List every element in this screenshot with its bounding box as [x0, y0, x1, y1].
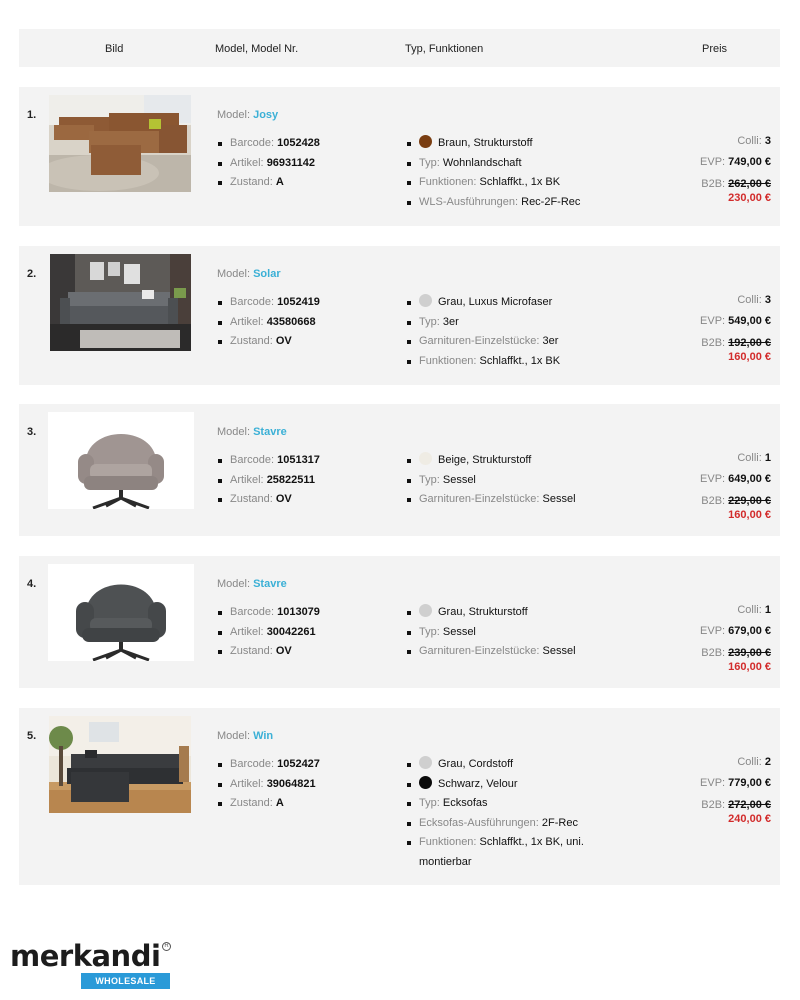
- funktionen-item: Funktionen: Schlaffkt., 1x BK, uni. montierbar: [406, 833, 626, 872]
- typ-item: Typ: Sessel: [406, 623, 576, 643]
- b2b-price: B2B: 239,00 € 160,00 €: [701, 647, 771, 673]
- color-item: Beige, Strukturstoff: [406, 451, 576, 471]
- barcode-item: Barcode: 1052419: [217, 293, 320, 313]
- row-number: 4.: [27, 578, 37, 590]
- merkandi-logo[interactable]: [10, 939, 169, 986]
- color-item: Braun, Strukturstoff: [406, 134, 580, 154]
- row-number: 5.: [27, 730, 37, 742]
- id-list: [217, 603, 320, 662]
- wls-item: WLS-Ausführungen: Rec-2F-Rec: [406, 193, 580, 213]
- barcode-item: Barcode: 1052427: [217, 755, 320, 775]
- colli: Colli: 1: [737, 604, 771, 616]
- b2b-price: B2B: 262,00 € 230,00 €: [701, 178, 771, 204]
- model-line: Model: Solar: [217, 268, 281, 280]
- colli: Colli: 3: [737, 135, 771, 147]
- zustand-item: Zustand: A: [217, 794, 320, 814]
- type-list: [406, 603, 576, 662]
- product-row: [19, 708, 780, 885]
- color-item: Schwarz, Velour: [406, 775, 626, 795]
- product-row: [19, 556, 780, 688]
- row-number: 1.: [27, 109, 37, 121]
- typ-item: Typ: Wohnlandschaft: [406, 154, 580, 174]
- evp-price: EVP: 749,00 €: [700, 156, 771, 168]
- zustand-item: Zustand: OV: [217, 332, 320, 352]
- model-line: Model: Josy: [217, 109, 279, 121]
- typ-item: Typ: 3er: [406, 313, 560, 333]
- garnituren-item: Garnituren-Einzelstücke: Sessel: [406, 490, 576, 510]
- color-item: Grau, Luxus Microfaser: [406, 293, 560, 313]
- color-swatch-icon: [419, 294, 432, 307]
- type-list: [406, 451, 576, 510]
- artikel-item: Artikel: 43580668: [217, 313, 320, 333]
- funktionen-item: Funktionen: Schlaffkt., 1x BK: [406, 352, 560, 372]
- product-row: [19, 404, 780, 536]
- id-list: [217, 755, 320, 814]
- product-image-corner-sofa[interactable]: [49, 716, 191, 813]
- registered-mark-icon: R: [162, 942, 171, 951]
- artikel-item: Artikel: 30042261: [217, 623, 320, 643]
- b2b-price: B2B: 229,00 € 160,00 €: [701, 495, 771, 521]
- colli: Colli: 2: [737, 756, 771, 768]
- evp-price: EVP: 549,00 €: [700, 315, 771, 327]
- color-swatch-icon: [419, 604, 432, 617]
- type-list: [406, 755, 626, 872]
- model-line: Model: Stavre: [217, 426, 287, 438]
- b2b-price: B2B: 272,00 € 240,00 €: [701, 799, 771, 825]
- artikel-item: Artikel: 39064821: [217, 775, 320, 795]
- evp-price: EVP: 649,00 €: [700, 473, 771, 485]
- row-number: 3.: [27, 426, 37, 438]
- colli: Colli: 3: [737, 294, 771, 306]
- zustand-item: Zustand: OV: [217, 490, 320, 510]
- id-list: [217, 451, 320, 510]
- header-model: Model, Model Nr.: [215, 43, 299, 55]
- product-row: [19, 87, 780, 226]
- typ-item: Typ: Sessel: [406, 471, 576, 491]
- barcode-item: Barcode: 1052428: [217, 134, 320, 154]
- garnituren-item: Garnituren-Einzelstücke: 3er: [406, 332, 560, 352]
- model-name[interactable]: Stavre: [253, 578, 287, 590]
- product-image-armchair-grey[interactable]: [48, 564, 194, 661]
- colli: Colli: 1: [737, 452, 771, 464]
- color-item: Grau, Strukturstoff: [406, 603, 576, 623]
- model-name[interactable]: Win: [253, 730, 274, 742]
- table-header: [19, 29, 780, 67]
- id-list: [217, 293, 320, 352]
- color-swatch-icon: [419, 776, 432, 789]
- model-line: Model: Stavre: [217, 578, 287, 590]
- evp-price: EVP: 779,00 €: [700, 777, 771, 789]
- b2b-price: B2B: 192,00 € 160,00 €: [701, 337, 771, 363]
- row-number: 2.: [27, 268, 37, 280]
- header-bild: Bild: [105, 43, 124, 55]
- model-name[interactable]: Josy: [253, 109, 279, 121]
- color-swatch-icon: [419, 452, 432, 465]
- header-preis: Preis: [702, 43, 728, 55]
- product-row: [19, 246, 780, 385]
- wholesale-badge: WHOLESALE: [81, 973, 170, 989]
- color-swatch-icon: [419, 756, 432, 769]
- typ-item: Typ: Ecksofas: [406, 794, 626, 814]
- artikel-item: Artikel: 25822511: [217, 471, 320, 491]
- product-image-armchair-beige[interactable]: [48, 412, 194, 509]
- zustand-item: Zustand: A: [217, 173, 320, 193]
- type-list: [406, 134, 580, 212]
- model-name[interactable]: Stavre: [253, 426, 287, 438]
- zustand-item: Zustand: OV: [217, 642, 320, 662]
- ecksofas-item: Ecksofas-Ausführungen: 2F-Rec: [406, 814, 626, 834]
- evp-price: EVP: 679,00 €: [700, 625, 771, 637]
- color-item: Grau, Cordstoff: [406, 755, 626, 775]
- model-name[interactable]: Solar: [253, 268, 281, 280]
- garnituren-item: Garnituren-Einzelstücke: Sessel: [406, 642, 576, 662]
- product-image-sofa-grey[interactable]: [50, 254, 191, 351]
- id-list: [217, 134, 320, 193]
- model-line: Model: Win: [217, 730, 274, 742]
- header-typ: Typ, Funktionen: [405, 43, 484, 55]
- type-list: [406, 293, 560, 371]
- color-swatch-icon: [419, 135, 432, 148]
- artikel-item: Artikel: 96931142: [217, 154, 320, 174]
- funktionen-item: Funktionen: Schlaffkt., 1x BK: [406, 173, 580, 193]
- product-image-sofa-brown[interactable]: [49, 95, 191, 192]
- barcode-item: Barcode: 1013079: [217, 603, 320, 623]
- logo-wordmark: merkandi: [10, 939, 161, 973]
- barcode-item: Barcode: 1051317: [217, 451, 320, 471]
